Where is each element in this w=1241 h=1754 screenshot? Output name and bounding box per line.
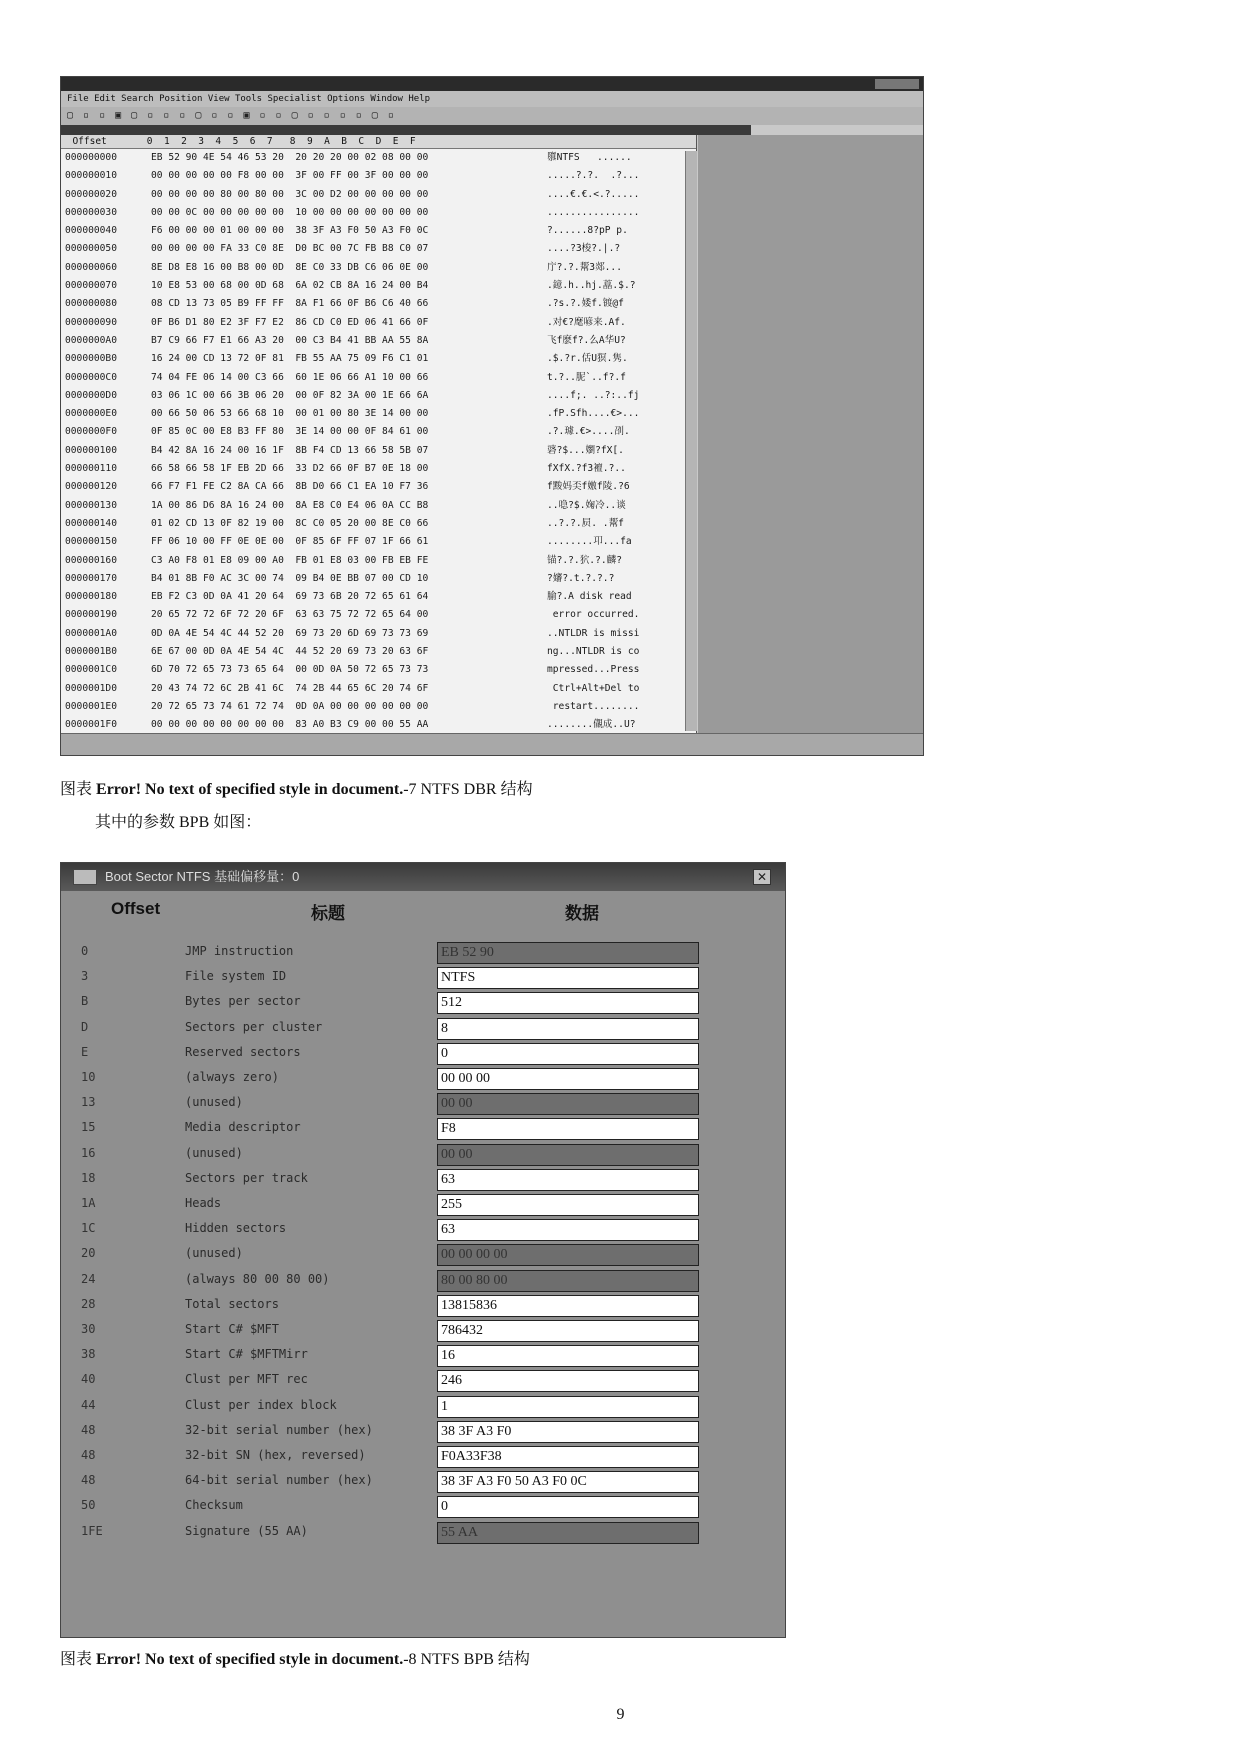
field-title: (unused) [185,1246,243,1261]
bpb-field-row [61,1217,785,1242]
bpb-field-row [61,1116,785,1141]
hex-offset: 0000000D0 [65,389,117,401]
hex-ascii: ..?.?.屃. .幚f [547,517,624,529]
toolbar[interactable]: ▢ ▫ ▫ ▣ ▢ ▫ ▫ ▫ ▢ ▫ ▫ ▣ ▫ ▫ ▢ ▫ ▫ ▫ ▫ ▢ ▫ [61,107,923,125]
hex-row[interactable] [61,460,696,478]
figure-caption-dbr [60,780,533,800]
hex-ascii: 锚?.?.狖.?.麟? [547,554,622,566]
hex-bytes: C3 A0 F8 01 E8 09 00 A0 FB 01 E8 03 00 FB EB FE [151,554,429,566]
hex-ascii: fXfX.?f3襢.?.. [547,463,626,475]
hex-offset: 000000090 [65,316,117,328]
hex-offset: 0000001C0 [65,664,117,676]
field-title: 64-bit serial number (hex) [185,1473,373,1488]
caption-title: -7 NTFS DBR 结构 [403,781,533,798]
hex-bytes: 03 06 1C 00 66 3B 06 20 00 0F 82 3A 00 1E 66 6A [151,389,429,401]
field-offset: 40 [81,1372,96,1387]
bpb-field-row [61,1192,785,1217]
field-title: Total sectors [185,1296,279,1311]
column-header-data: 数据 [565,904,599,923]
bpb-field-row [61,990,785,1015]
bpb-field-row [61,1167,785,1192]
hex-offset: 0000000B0 [65,353,117,365]
hex-offset: 000000030 [65,206,117,218]
field-title: Reserved sectors [185,1044,301,1059]
field-value-input[interactable]: 00 00 [437,1144,699,1166]
hex-ascii: 飞f麽f?.么A华U? [547,334,626,346]
caption-label: 图表 [60,1651,97,1668]
caption-title: -8 NTFS BPB 结构 [403,1651,530,1668]
field-offset: 0 [81,944,89,958]
field-value-input[interactable]: 00 00 [437,1093,699,1115]
caption-error-text: Error! No text of specified style in document. [96,1651,404,1668]
field-value-input[interactable]: 00 00 00 [437,1068,699,1090]
hex-offset: 0000001B0 [65,646,117,658]
field-value-input[interactable]: 13815836 [437,1295,699,1317]
field-offset: B [81,994,89,1009]
hex-row[interactable] [61,405,696,423]
vertical-scrollbar[interactable] [685,151,697,731]
field-title: Hidden sectors [185,1221,287,1236]
field-title: Sectors per track [185,1170,308,1185]
app-icon [73,869,97,885]
hex-bytes: 66 58 66 58 1F EB 2D 66 33 D2 66 0F B7 0E 18 00 [151,463,429,475]
hex-offset: 000000100 [65,444,117,456]
hex-row[interactable] [61,716,696,734]
hex-bytes: 6D 70 72 65 73 73 65 64 00 0D 0A 50 72 65 73 73 [151,664,429,676]
hex-row[interactable] [61,442,696,460]
field-offset: 20 [81,1246,96,1261]
hex-pane[interactable] [61,135,697,733]
hex-bytes: 6E 67 00 0D 0A 4E 54 4C 44 52 20 69 73 20 63 6F [151,646,429,658]
field-title: 32-bit SN (hex, reversed) [185,1448,366,1462]
hex-offset: 000000160 [65,554,117,566]
info-side-pane [698,135,924,733]
bpb-field-row [61,1293,785,1318]
hex-ascii: .?s.?.婑f.镀@f [547,298,624,310]
hex-offset: 0000000C0 [65,371,117,383]
hex-bytes: 16 24 00 CD 13 72 0F 81 FB 55 AA 75 09 F6 C1 01 [151,353,429,365]
hex-ascii: ........卭...fa [547,536,632,548]
hex-bytes: FF 06 10 00 FF 0E 0E 00 0F 85 6F FF 07 1F 66 61 [151,536,429,548]
hex-offset: 000000170 [65,572,117,584]
hex-ascii: 腧?.A disk read [547,591,632,603]
field-offset: 28 [81,1296,96,1311]
hex-ascii: 碆?$...嬼?fX[. [547,444,624,456]
hex-row[interactable] [61,314,696,332]
hex-bytes: 20 72 65 73 74 61 72 74 0D 0A 00 00 00 00 00 00 [151,700,429,712]
bpb-field-row [61,1268,785,1293]
hex-bytes: 8E D8 E8 16 00 B8 00 0D 8E C0 33 DB C6 06 0E 00 [151,261,429,273]
field-offset: 48 [81,1422,96,1437]
hex-ascii: mpressed...Press [547,664,640,676]
field-title: JMP instruction [185,944,294,958]
field-value-input[interactable]: 38 3F A3 F0 50 A3 F0 0C [437,1471,699,1493]
hex-bytes: 00 00 00 00 80 00 80 00 3C 00 D2 00 00 00 00 00 [151,188,429,200]
hex-row[interactable] [61,350,696,368]
field-title: Heads [185,1196,222,1210]
field-value-input[interactable]: 63 [437,1169,699,1191]
hex-ascii: ....f;. ..?:..fj [547,389,640,401]
hex-offset: 000000120 [65,481,117,493]
hex-row[interactable] [61,295,696,313]
bpb-field-row [61,1419,785,1444]
window-title-bar [61,77,923,91]
field-value-input[interactable]: 63 [437,1219,699,1241]
hex-offset: 000000110 [65,463,117,475]
hex-ascii: 隳NTFS ...... [547,152,632,163]
menu-bar[interactable]: File Edit Search Position View Tools Specialist Options Window Help [61,91,923,107]
hex-ascii: restart........ [547,700,640,712]
hex-row[interactable] [61,277,696,295]
hex-bytes: 00 00 00 00 00 F8 00 00 3F 00 FF 00 3F 00 00 00 [151,170,429,182]
hex-offset: 000000140 [65,517,117,529]
bpb-field-row [61,1242,785,1267]
hex-bytes: 01 02 CD 13 0F 82 19 00 8C C0 05 20 00 8E C0 66 [151,517,429,529]
bpb-field-row [61,1444,785,1469]
field-offset: 48 [81,1473,96,1488]
hex-offset: 0000000F0 [65,426,117,438]
bpb-field-row [61,965,785,990]
field-title: (always 80 00 80 00) [185,1271,330,1286]
figure-caption-bpb [60,1650,530,1670]
field-value-input[interactable]: 255 [437,1194,699,1216]
hex-ascii: ........儬成..U? [547,719,636,731]
hex-row[interactable] [61,222,696,240]
hex-row[interactable] [61,588,696,606]
hex-bytes: B7 C9 66 F7 E1 66 A3 20 00 C3 B4 41 BB AA 55 8A [151,334,429,346]
field-offset: 18 [81,1170,96,1185]
hex-offset: 000000000 [65,152,117,163]
bpb-field-row [61,1318,785,1343]
hex-offset: 000000060 [65,261,117,273]
bpb-field-row [61,940,785,965]
hex-ascii: .对€?麾喭来.Af. [547,316,626,328]
hex-bytes: 20 43 74 72 6C 2B 41 6C 74 2B 44 65 6C 20 74 6F [151,682,429,694]
hex-row[interactable] [61,643,696,661]
hex-bytes: 1A 00 86 D6 8A 16 24 00 8A E8 C0 E4 06 0A CC B8 [151,499,429,511]
bpb-field-row [61,1368,785,1393]
field-value-input[interactable]: 246 [437,1370,699,1392]
field-value-input[interactable]: 16 [437,1345,699,1367]
hex-ascii: error occurred. [547,609,640,621]
field-title: Start C# $MFTMirr [185,1347,308,1362]
hex-ascii: ..NTLDR is missi [547,627,640,639]
field-value-input[interactable]: 38 3F A3 F0 [437,1421,699,1443]
hex-row[interactable] [61,661,696,679]
field-value-input[interactable]: 0 [437,1043,699,1065]
hex-row[interactable] [61,332,696,350]
field-offset: 48 [81,1448,96,1462]
hex-row[interactable] [61,478,696,496]
hex-ascii: Ctrl+Alt+Del to [547,682,640,694]
field-title: (unused) [185,1095,243,1110]
bpb-field-row [61,1469,785,1494]
hex-rows [61,149,696,735]
field-value-input[interactable]: 786432 [437,1320,699,1342]
field-value-input[interactable]: 8 [437,1018,699,1040]
hex-ascii: ....€.€.<.?..... [547,188,640,200]
field-offset: 10 [81,1070,96,1084]
field-offset: E [81,1044,89,1059]
hex-row[interactable] [61,552,696,570]
body-paragraph: 其中的参数 BPB 如图： [95,814,262,831]
hex-editor-screenshot [60,76,924,756]
field-title: (unused) [185,1145,243,1160]
hex-bytes: 08 CD 13 73 05 B9 FF FF 8A F1 66 0F B6 C6 40 66 [151,298,429,310]
close-button[interactable]: ✕ [753,869,771,885]
status-bar [61,733,923,756]
hex-bytes: 0F 85 0C 00 E8 B3 FF 80 3E 14 00 00 0F 84 61 00 [151,426,429,438]
bpb-field-row [61,1066,785,1091]
hex-bytes: 66 F7 F1 FE C2 8A CA 66 8B D0 66 C1 EA 10 F7 36 [151,481,429,493]
field-offset: 38 [81,1347,96,1362]
hex-ascii: f黢妈奀f嬓f陵.?6 [547,481,630,493]
hex-ascii: .鐿.h..hj.藠.$.? [547,280,636,292]
hex-bytes: B4 01 8B F0 AC 3C 00 74 09 B4 0E BB 07 00 CD 10 [151,572,429,584]
field-offset: 15 [81,1120,96,1135]
hex-bytes: 00 00 00 00 00 00 00 00 83 A0 B3 C9 00 00 55 AA [151,719,429,731]
hex-row[interactable] [61,497,696,515]
hex-offset: 0000001D0 [65,682,117,694]
field-value-input[interactable]: 00 00 00 00 [437,1244,699,1266]
hex-offset: 000000070 [65,280,117,292]
hex-bytes: 0D 0A 4E 54 4C 44 52 20 69 73 20 6D 69 73 73 69 [151,627,429,639]
field-offset: 1C [81,1221,96,1236]
hex-ascii: ..喼?$.婅冷..谈 [547,499,626,511]
hex-row[interactable] [61,387,696,405]
field-title: Media descriptor [185,1120,301,1135]
hex-offset: 000000050 [65,243,117,255]
field-title: Bytes per sector [185,994,301,1009]
bpb-dialog-screenshot [60,862,786,1638]
hex-offset: 0000000A0 [65,334,117,346]
field-offset: D [81,1019,89,1034]
bpb-field-row [61,1343,785,1368]
hex-ascii: ....?3梭?.|.? [547,243,621,255]
hex-bytes: B4 42 8A 16 24 00 16 1F 8B F4 CD 13 66 58 5B 07 [151,444,429,456]
field-title: Checksum [185,1498,243,1513]
hex-offset: 000000010 [65,170,117,182]
field-offset: 13 [81,1095,96,1110]
hex-ascii: .?.璩.€>....刟. [547,426,630,438]
field-title: Sectors per cluster [185,1019,323,1034]
hex-ascii: ?嬸?.t.?.?.? [547,572,615,584]
bpb-field-row [61,1494,785,1519]
hex-offset: 000000080 [65,298,117,310]
hex-bytes: 10 E8 53 00 68 00 0D 68 6A 02 CB 8A 16 24 00 B4 [151,280,429,292]
field-title: File system ID [185,969,287,984]
hex-row[interactable] [61,533,696,551]
field-title: 32-bit serial number (hex) [185,1422,373,1437]
field-offset: 1FE [81,1523,103,1538]
caption-label: 图表 [60,781,97,798]
field-title: Start C# $MFT [185,1322,279,1336]
field-offset: 1A [81,1196,96,1210]
column-header-title: 标题 [311,904,345,923]
hex-row[interactable] [61,259,696,277]
field-value-input[interactable]: NTFS [437,967,699,989]
field-value-input[interactable]: F0A33F38 [437,1446,699,1468]
hex-offset: 000000180 [65,591,117,603]
bpb-field-row [61,1016,785,1041]
hex-bytes: F6 00 00 00 01 00 00 00 38 3F A3 F0 50 A3 F0 0C [151,225,429,237]
field-value-input[interactable]: 1 [437,1396,699,1418]
hex-row[interactable] [61,204,696,222]
field-offset: 50 [81,1498,96,1513]
hex-row[interactable] [61,369,696,387]
hex-bytes: EB 52 90 4E 54 46 53 20 20 20 20 00 02 08 00 00 [151,152,429,163]
field-title: Signature (55 AA) [185,1523,308,1538]
document-title-bar [61,125,751,135]
hex-bytes: 00 66 50 06 53 66 68 10 00 01 00 80 3E 14 00 00 [151,408,429,420]
field-offset: 44 [81,1397,96,1412]
field-value-input[interactable]: 0 [437,1496,699,1518]
field-offset: 30 [81,1322,96,1336]
field-value-input[interactable]: 55 AA [437,1522,699,1544]
bpb-field-row [61,1091,785,1116]
column-header-offset: Offset [111,899,161,918]
hex-offset: 000000020 [65,188,117,200]
field-title: Clust per MFT rec [185,1372,308,1387]
hex-bytes: 00 00 00 00 FA 33 C0 8E D0 BC 00 7C FB B8 C0 07 [151,243,429,255]
hex-ascii: .$.?r.佸U猽.隽. [547,353,628,365]
hex-offset: 0000001E0 [65,700,117,712]
hex-row[interactable] [61,423,696,441]
caption-error-text: Error! No text of specified style in document. [96,781,404,798]
bpb-field-row [61,1041,785,1066]
field-value-input[interactable]: 512 [437,992,699,1014]
hex-offset: 000000130 [65,499,117,511]
hex-row[interactable] [61,625,696,643]
field-value-input[interactable]: F8 [437,1118,699,1140]
page-number: 9 [616,1706,625,1723]
hex-ascii: .fP.Sfh....€>... [547,408,640,420]
bpb-field-row [61,1520,785,1545]
field-offset: 24 [81,1271,96,1286]
field-title: Clust per index block [185,1397,337,1412]
field-value-input[interactable]: EB 52 90 [437,942,699,964]
hex-ascii: .....?.?. .?... [547,170,640,182]
hex-bytes: 20 65 72 72 6F 72 20 6F 63 63 75 72 72 65 64 00 [151,609,429,621]
hex-ascii: ng...NTLDR is co [547,646,640,658]
hex-bytes: EB F2 C3 0D 0A 41 20 64 69 73 6B 20 72 65 61 64 [151,591,429,603]
hex-row[interactable] [61,680,696,698]
hex-column-header: Offset 0 1 2 3 4 5 6 7 8 9 A B C D E F [61,135,696,149]
hex-row[interactable] [61,149,696,167]
hex-row[interactable] [61,240,696,258]
field-offset: 16 [81,1145,96,1160]
hex-bytes: 74 04 FE 06 14 00 C3 66 60 1E 06 66 A1 10 00 66 [151,371,429,383]
field-offset: 3 [81,969,89,984]
hex-bytes: 0F B6 D1 80 E2 3F F7 E2 86 CD C0 ED 06 41 66 0F [151,316,429,328]
hex-offset: 0000001F0 [65,719,117,731]
hex-bytes: 00 00 0C 00 00 00 00 00 10 00 00 00 00 00 00 00 [151,206,429,218]
dialog-title: Boot Sector NTFS 基础偏移量：0 [61,863,785,891]
hex-row[interactable] [61,698,696,716]
hex-ascii: 庁?.?.幚3郯... [547,261,622,273]
hex-ascii: t.?..胒`..f?.f [547,371,626,383]
window-controls[interactable] [875,79,919,89]
hex-row[interactable] [61,186,696,204]
bpb-field-row [61,1394,785,1419]
hex-offset: 0000000E0 [65,408,117,420]
hex-row[interactable] [61,167,696,185]
hex-offset: 000000040 [65,225,117,237]
hex-offset: 000000190 [65,609,117,621]
hex-offset: 0000001A0 [65,627,117,639]
bpb-field-row [61,1142,785,1167]
hex-row[interactable] [61,570,696,588]
hex-row[interactable] [61,515,696,533]
field-title: (always zero) [185,1070,279,1084]
hex-row[interactable] [61,606,696,624]
hex-offset: 000000150 [65,536,117,548]
hex-ascii: ................ [547,206,640,218]
hex-ascii: ?......8?pP p. [547,225,628,237]
field-value-input[interactable]: 80 00 80 00 [437,1270,699,1292]
